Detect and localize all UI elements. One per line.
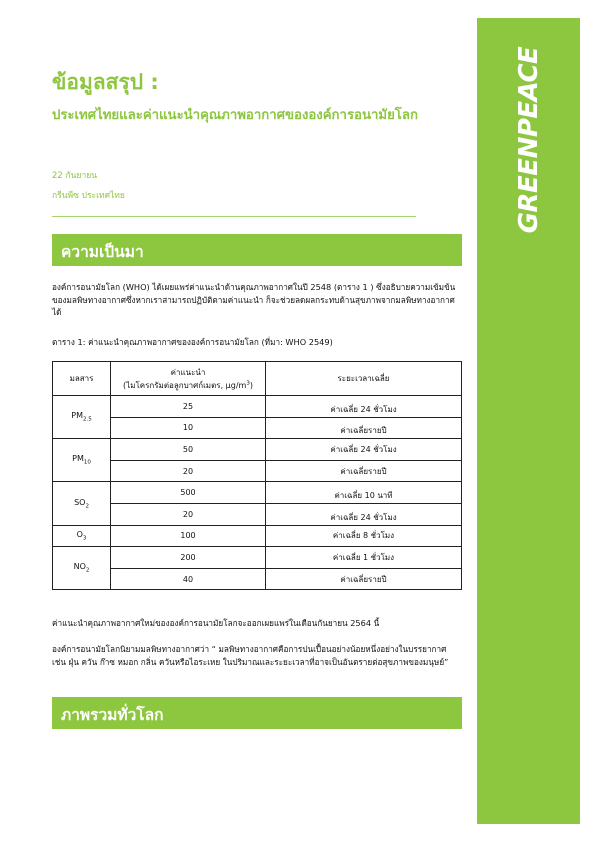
pollutant-cell xyxy=(53,482,111,525)
value-cell: 25 xyxy=(111,396,266,418)
pollutant-cell xyxy=(53,439,111,482)
intro-paragraph: องค์การอนามัยโลก (WHO) ได้เผยแพร่ค่าแนะนำด้านคุณภาพอากาศในปี 2548 (ตาราง 1 ) ซึ่งอธิบายความเข้มข้นของมลพิษทางอากาศซึ่งหากเราสามารถปฏิบัติตามค่าแนะนำ ก็จะช่วยลดผลกระทบด้านสุขภาพจากมลพิษทางอากาศได้ xyxy=(52,282,456,317)
table-row xyxy=(53,547,462,569)
table-row xyxy=(53,503,462,525)
period-cell xyxy=(266,482,462,504)
definition-paragraph: องค์การอนามัยโลกนิยามมลพิษทางอากาศว่า “ มลพิษทางอากาศคือการปนเปื้อนอย่างน้อยหนึ่งอย่างในบรรยากาศ เช่น ฝุ่น ควัน ก๊าซ หมอก กลิ่น ควันหรือไอระเหย ในปริมาณและระยะเวลาที่อาจเป็นอันตรายต่อสุขภาพของมนุษย์” xyxy=(52,644,449,667)
period-text: ค่าเฉลี่ย 10 นาที xyxy=(334,491,393,501)
pollutant-name: PM xyxy=(71,411,83,421)
header-guideline-line2: (ไมโครกรัมต่อลูกบาศก์เมตร, μg/m xyxy=(123,380,247,390)
table-row xyxy=(53,417,462,439)
pollutant-cell xyxy=(53,547,111,590)
pollutant-name: NO xyxy=(73,562,86,572)
page-title: ข้อมูลสรุป : xyxy=(52,70,159,94)
pollutant-subscript: 2 xyxy=(85,503,89,510)
pollutant-cell xyxy=(53,396,111,439)
period-cell: ค่าเฉลี่ยรายปี xyxy=(266,460,462,482)
value-cell: 20 xyxy=(111,460,266,482)
guideline-table xyxy=(52,361,462,590)
table-row xyxy=(53,439,462,461)
pollutant-subscript: 10 xyxy=(83,460,91,467)
organization-name: กรีนพีซ ประเทศไทย xyxy=(52,191,125,201)
table-row xyxy=(53,525,462,547)
pollutant-name: SO xyxy=(74,497,86,507)
value-cell: 200 xyxy=(111,547,266,569)
pollutant-subscript: 2.5 xyxy=(82,416,92,423)
value-cell: 500 xyxy=(111,482,266,504)
period-text: ค่าเฉลี่ย 24 ชั่วโมง xyxy=(330,512,397,522)
value-cell: 50 xyxy=(111,439,266,461)
table-row xyxy=(53,482,462,504)
value-cell: 10 xyxy=(111,417,266,439)
period-cell: ค่าเฉลี่ยรายปี xyxy=(266,568,462,590)
header-period: ระยะเวลาเฉลี่ย xyxy=(266,362,462,396)
header-pollutant: มลสาร xyxy=(53,362,111,396)
table-row xyxy=(53,396,462,418)
publication-date: 22 กันยายน xyxy=(52,171,98,181)
pollutant-name: O xyxy=(76,530,83,540)
header-guideline-close: ) xyxy=(249,380,253,390)
page-subtitle: ประเทศไทยและค่าแนะนำคุณภาพอากาศขององค์การอนามัยโลก xyxy=(52,108,418,123)
pollutant-cell xyxy=(53,525,111,547)
pollutant-subscript: 3 xyxy=(82,535,87,542)
period-cell xyxy=(266,417,462,439)
period-cell xyxy=(266,396,462,418)
pollutant-name: PM xyxy=(72,454,84,464)
section-title: ภาพรวมทั่วโลก xyxy=(61,706,164,724)
period-cell: ค่าเฉลี่ย 1 ชั่วโมง xyxy=(266,547,462,569)
pollutant-subscript: 2 xyxy=(85,568,90,575)
divider xyxy=(52,216,416,217)
section-title: ความเป็นมา xyxy=(61,243,144,261)
greenpeace-logo: GREENPEACE xyxy=(514,46,544,234)
period-text: ค่าเฉลี่ย 24 ชั่วโมง xyxy=(330,404,397,414)
value-cell: 20 xyxy=(111,503,266,525)
table-row xyxy=(53,460,462,482)
table-header-row xyxy=(53,362,462,396)
period-text: ค่าเฉลี่ยรายปี xyxy=(340,426,387,436)
value-cell: 100 xyxy=(111,525,266,547)
header-guideline-sup: 3 xyxy=(246,379,250,386)
period-cell xyxy=(266,503,462,525)
new-guideline-paragraph: ค่าแนะนำคุณภาพอากาศใหม่ขององค์การอนามัยโลกจะออกเผยแพร่ในเดือนกันยายน 2564 นี้ xyxy=(52,618,380,628)
section-header-background xyxy=(52,697,462,729)
table-caption: ตาราง 1: ค่าแนะนำคุณภาพอากาศขององค์การอนามัยโลก (ที่มา: WHO 2549) xyxy=(52,337,333,347)
period-cell: ค่าเฉลี่ย 8 ชั่วโมง xyxy=(266,525,462,547)
header-guideline-line1: ค่าแนะนำ xyxy=(170,367,206,377)
period-cell: ค่าเฉลี่ย 24 ชั่วโมง xyxy=(266,439,462,461)
section-header-background xyxy=(52,234,462,266)
table-row xyxy=(53,568,462,590)
header-guideline xyxy=(111,362,266,396)
value-cell: 40 xyxy=(111,568,266,590)
